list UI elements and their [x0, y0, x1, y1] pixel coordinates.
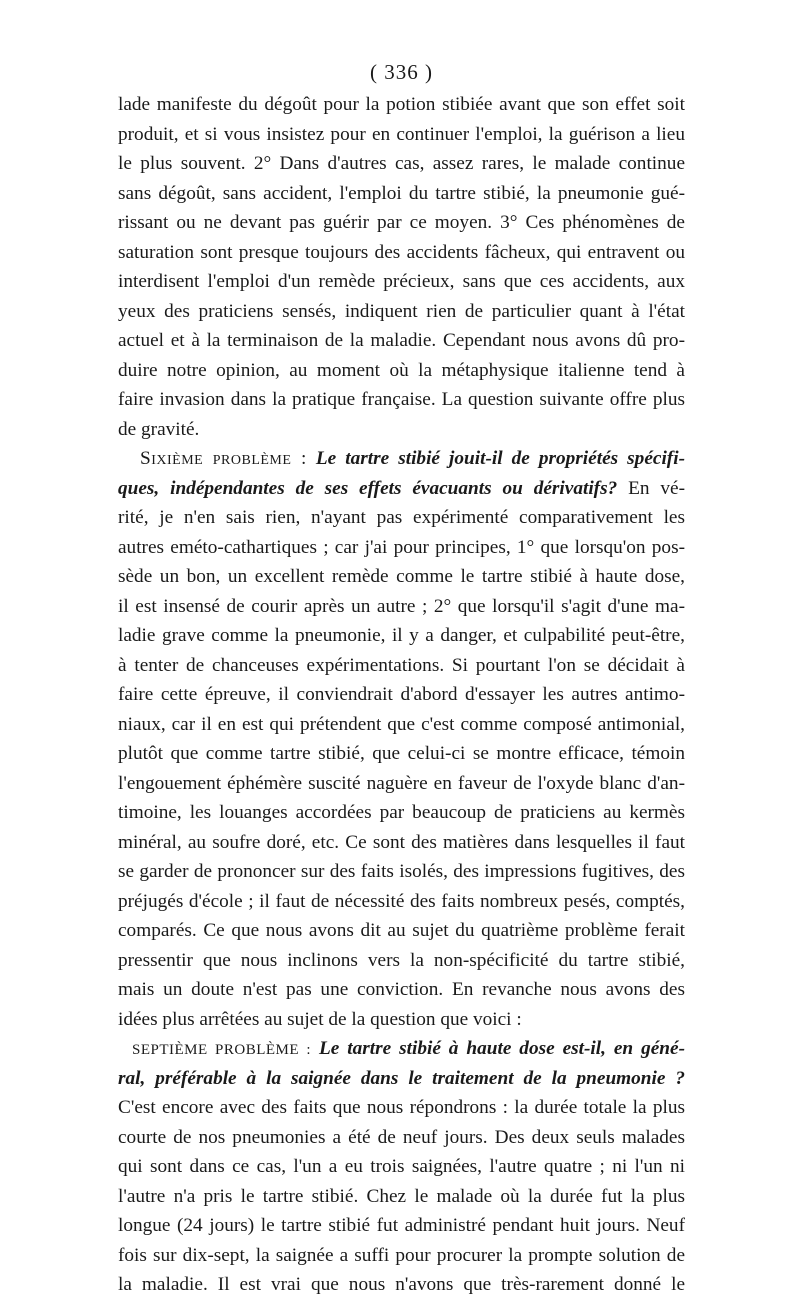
text-line: pressentir que nous inclinons vers la non-spécificité du tartre stibié, — [118, 949, 685, 971]
problem-six-question-line — [118, 474, 685, 504]
text-line: longue (24 jours) le tartre stibié fut administré pendant huit jours. Neuf — [118, 1215, 685, 1236]
text-line: qui sont dans ce cas, l'un a eu trois saignées, l'autre quatre ; ni l'un ni — [118, 1156, 685, 1177]
text-line: minéral, au soufre doré, etc. Ce sont des matières dans lesquelles il faut — [118, 831, 685, 853]
problem-seven-question-cont: ral, préférable à la saignée dans le traitement de la pneumonie ? — [118, 1067, 685, 1089]
text-line: duire notre opinion, au moment où la métaphysique italienne tend à — [118, 359, 685, 381]
problem-six-heading-line — [118, 444, 685, 474]
text-fragment: En vé- — [628, 477, 685, 499]
problem-six-question: Le tartre stibié jouit-il de propriétés spécifi- — [315, 448, 685, 469]
problem-six-label: Sixième problème : — [140, 448, 307, 469]
text-line: faire invasion dans la pratique française. La question suivante offre plus — [118, 389, 685, 410]
text-line: plutôt que comme tartre stibié, que celui-ci se montre efficace, témoin — [118, 743, 685, 764]
text-line: il est insensé de courir après un autre ; 2° que lorsqu'il s'agit d'une ma- — [118, 595, 685, 617]
text-line: timoine, les louanges accordées par beaucoup de praticiens au kermès — [118, 802, 685, 823]
text-line: mais un doute n'est pas une conviction. En revanche nous avons des — [118, 979, 685, 1000]
text-line: la maladie. Il est vrai que nous n'avons que très-rarement donné le — [118, 1274, 685, 1295]
text-line: yeux des praticiens sensés, indiquent rien de particulier quant à l'état — [118, 300, 685, 322]
text-line: préjugés d'école ; il faut de nécessité des faits nombreux pesés, comptés, — [118, 890, 685, 912]
problem-seven-question: Le tartre stibié à haute dose est-il, en géné- — [319, 1038, 685, 1059]
problem-seven-label: SEPTIÈME PROBLÈME : — [132, 1042, 312, 1058]
problem-seven-question-line — [118, 1064, 685, 1094]
body-text — [118, 90, 685, 1300]
text-line: l'autre n'a pris le tartre stibié. Chez le malade où la durée fut la plus — [118, 1185, 685, 1207]
text-line: comparés. Ce que nous avons dit au sujet du quatrième problème ferait — [118, 920, 685, 941]
text-line: courte de nos pneumonies a été de neuf jours. Des deux seuls malades — [118, 1126, 685, 1148]
text-line: se garder de prononcer sur des faits isolés, des impressions fugitives, des — [118, 861, 685, 882]
text-line: sans dégoût, sans accident, l'emploi du tartre stibié, la pneumonie gué- — [118, 182, 685, 204]
text-line: rité, je n'en sais rien, n'ayant pas expérimenté comparativement les — [118, 507, 685, 528]
text-line: idées plus arrêtées au sujet de la question que voici : — [118, 1008, 522, 1030]
text-line: sède un bon, un excellent remède comme le tartre stibié à haute dose, — [118, 566, 685, 587]
text-line: interdisent l'emploi d'un remède précieux, sans que ces accidents, aux — [118, 271, 685, 292]
problem-six-question-cont: ques, indépendantes de ses effets évacuants ou dérivatifs? — [118, 477, 618, 499]
text-line: l'engouement éphémère suscité naguère en faveur de l'oxyde blanc d'an- — [118, 772, 685, 794]
text-line: C'est encore avec des faits que nous répondrons : la durée totale la plus — [118, 1097, 685, 1118]
text-line: de gravité. — [118, 418, 200, 440]
text-line: saturation sont presque toujours des accidents fâcheux, qui entravent ou — [118, 241, 685, 263]
text-line: autres eméto-cathartiques ; car j'ai pour principes, 1° que lorsqu'on pos- — [118, 536, 685, 558]
text-line: le plus souvent. 2° Dans d'autres cas, assez rares, le malade continue — [118, 153, 685, 174]
text-line: faire cette épreuve, il conviendrait d'abord d'essayer les autres antimo- — [118, 684, 685, 705]
book-page — [118, 58, 685, 1300]
text-line: niaux, car il en est qui prétendent que c'est comme composé antimonial, — [118, 713, 685, 735]
text-line: à tenter de chanceuses expérimentations. Si pourtant l'on se décidait à — [118, 654, 685, 676]
text-line: lade manifeste du dégoût pour la potion stibiée avant que son effet soit — [118, 94, 685, 115]
problem-seven-heading-line — [118, 1034, 685, 1064]
text-line: fois sur dix-sept, la saignée a suffi pour procurer la prompte solution de — [118, 1244, 685, 1266]
text-line: produit, et si vous insistez pour en continuer l'emploi, la guérison a lieu — [118, 123, 685, 145]
text-line: rissant ou ne devant pas guérir par ce moyen. 3° Ces phénomènes de — [118, 212, 685, 233]
text-line: ladie grave comme la pneumonie, il y a danger, et culpabilité peut-être, — [118, 625, 685, 646]
text-line: actuel et à la terminaison de la maladie. Cependant nous avons dû pro- — [118, 330, 685, 351]
page-number: ( 336 ) — [370, 60, 433, 84]
